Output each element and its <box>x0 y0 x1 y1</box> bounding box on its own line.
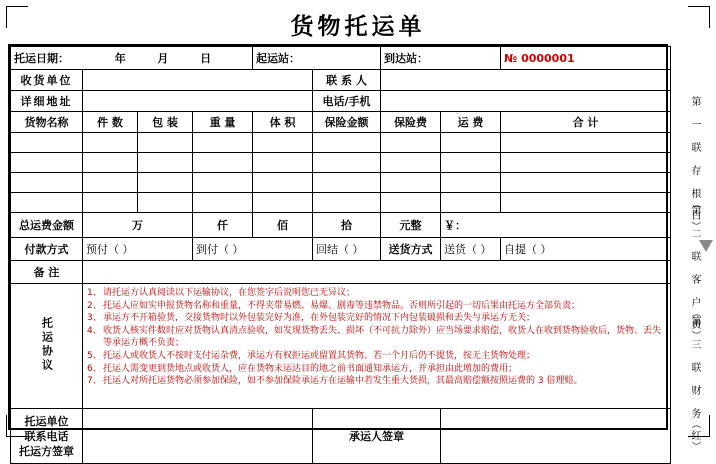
volume-cell[interactable] <box>253 153 313 173</box>
origin-station-label: 起运站： <box>256 52 300 65</box>
table-row-total-amount <box>11 213 671 238</box>
detail-address-label: 详细地址 <box>11 91 83 112</box>
insured-amount-cell[interactable] <box>313 133 381 153</box>
pieces-cell[interactable] <box>83 193 138 213</box>
table-row-goods-1 <box>11 133 671 153</box>
weight-cell[interactable] <box>193 173 253 193</box>
table-row-payment <box>11 238 671 261</box>
table-row-address <box>11 91 671 112</box>
crop-mark-top-right-h <box>688 6 710 7</box>
table-row-goods-4 <box>11 193 671 213</box>
agreement-item-text: 托运人对所托运货物必须参加保险，如不参加保险承运方在运输中若发生重大货损，其最高赔偿额按照运费的 3 倍理赔。 <box>103 376 583 387</box>
list-item <box>87 300 666 313</box>
consignee-unit-value[interactable] <box>83 70 313 91</box>
pieces-cell[interactable] <box>83 133 138 153</box>
agreement-item-text: 托运人应如实申报货物名称和重量，不得夹带易燃、易爆、剧毒等违禁物品。否则所引起的一切后果由托运方全部负责； <box>103 300 581 311</box>
ship-date-cell[interactable] <box>11 47 253 70</box>
agreement-item-text: 托运人需变更到货地点或收货人，应在货物未运达目的地之前书面通知承运方，并承担由此增加的费用； <box>103 363 518 374</box>
pieces-cell[interactable] <box>83 173 138 193</box>
insured-amount-cell[interactable] <box>313 193 381 213</box>
table-row-agreement <box>11 284 671 409</box>
freight-cell[interactable] <box>441 153 501 173</box>
insured-amount-cell[interactable] <box>313 153 381 173</box>
insured-amount-header: 保险金额 <box>313 112 381 133</box>
table-row-goods-header <box>11 112 671 133</box>
packing-cell[interactable] <box>138 193 193 213</box>
goods-name-cell[interactable] <box>11 173 83 193</box>
freight-cell[interactable] <box>441 193 501 213</box>
destination-station-label: 到达站： <box>384 52 428 65</box>
packing-header: 包 装 <box>138 112 193 133</box>
crop-mark-bottom-right-v <box>709 415 710 437</box>
table-row-header-info <box>11 47 671 70</box>
page-title: 货物托运单 <box>290 13 426 40</box>
copy-label-1: 第 一 联 存 根（白） <box>689 96 700 232</box>
remark-value[interactable] <box>83 261 671 284</box>
self-pickup-option[interactable]: 自提（ ） <box>501 238 671 261</box>
goods-name-header: 货物名称 <box>11 112 83 133</box>
phone-value[interactable] <box>381 91 671 112</box>
destination-station-cell[interactable] <box>381 47 501 70</box>
volume-cell[interactable] <box>253 133 313 153</box>
shipper-info-label-cell <box>11 409 83 464</box>
volume-header: 体 积 <box>253 112 313 133</box>
table-row-consignee <box>11 70 671 91</box>
payment-topay-option[interactable]: 到付（ ） <box>193 238 313 261</box>
agreement-item-number: 7、 <box>87 376 102 387</box>
amount-rmb-cell[interactable]: ￥： <box>441 213 671 238</box>
amount-qian[interactable]: 仟 <box>193 213 253 238</box>
total-amount-label: 总运费金额 <box>11 213 83 238</box>
table-row-signature <box>11 409 671 464</box>
goods-name-cell[interactable] <box>11 133 83 153</box>
amount-yuan[interactable]: 元整 <box>381 213 441 238</box>
payment-prepaid-option[interactable]: 预付（ ） <box>83 238 193 261</box>
shipper-contact-phone-label: 联系电话 <box>24 429 69 443</box>
freight-header: 运 费 <box>441 112 501 133</box>
agreement-item-number: 1、 <box>87 288 102 298</box>
insurance-fee-cell[interactable] <box>381 133 441 153</box>
freight-cell[interactable] <box>441 133 501 153</box>
carrier-sign-label: 承运人签章 <box>313 409 441 464</box>
total-cell[interactable] <box>501 173 671 193</box>
amount-bai[interactable]: 佰 <box>253 213 313 238</box>
payment-method-label: 付款方式 <box>11 238 83 261</box>
list-item <box>87 312 666 325</box>
weight-cell[interactable] <box>193 153 253 173</box>
detail-address-value[interactable] <box>83 91 313 112</box>
agreement-item-text: 收货人核实件数时应对货物认真清点验收，如发现货物丢失、损坏（不可抗力除外）应当场要求赔偿，收货人在收到货物验收后，货物、丢失等承运方概不负责； <box>103 325 662 349</box>
ship-date-label: 托运日期： <box>14 52 69 65</box>
table-row-goods-2 <box>11 153 671 173</box>
consignee-unit-label: 收货单位 <box>11 70 83 91</box>
agreement-item-number: 5、 <box>87 350 102 361</box>
remark-label: 备 注 <box>11 261 83 284</box>
goods-name-cell[interactable] <box>11 153 83 173</box>
waybill-grid <box>10 46 671 464</box>
agreement-item-number: 2、 <box>87 300 102 311</box>
goods-name-cell[interactable] <box>11 193 83 213</box>
amount-shi[interactable]: 拾 <box>313 213 381 238</box>
packing-cell[interactable] <box>138 173 193 193</box>
list-item <box>87 375 666 388</box>
pieces-cell[interactable] <box>83 153 138 173</box>
agreement-item-text: 托运人或收货人不按时支付运杂费，承运方有权拒运或留置其货物。若一个月后仍不提货，按无主货物处理； <box>103 350 536 361</box>
serial-number-cell: № 0000001 <box>501 47 671 70</box>
waybill-table <box>8 44 668 458</box>
contact-person-value[interactable] <box>381 70 671 91</box>
weight-cell[interactable] <box>193 133 253 153</box>
copy-label-3: 第 三 联 财 务（红） <box>689 316 700 452</box>
day-label: 日 <box>200 52 212 65</box>
list-item <box>87 287 666 300</box>
origin-station-cell[interactable] <box>253 47 381 70</box>
total-cell[interactable] <box>501 193 671 213</box>
agreement-item-text: 请托运方认真阅读以下运输协议，在您签字后说明您已无异议； <box>103 288 356 298</box>
agreement-side-label: 托运协议 <box>40 316 54 373</box>
copy-label-2: 第 二 联 客 户（黄） <box>689 205 700 341</box>
weight-header: 重 量 <box>193 112 253 133</box>
delivery-method-label: 送货方式 <box>381 238 441 261</box>
insurance-fee-cell[interactable] <box>381 153 441 173</box>
delivery-option[interactable]: 送货（ ） <box>441 238 501 261</box>
list-item <box>87 350 666 363</box>
contact-person-label: 联 系 人 <box>313 70 381 91</box>
agreement-list <box>87 287 666 388</box>
direction-arrow-icon <box>699 240 713 252</box>
agreement-item-number: 4、 <box>87 325 102 336</box>
shipper-sign-label: 托运方签章 <box>19 444 74 458</box>
phone-label: 电话/手机 <box>313 91 381 112</box>
packing-cell[interactable] <box>138 153 193 173</box>
carrier-sign-area[interactable] <box>441 409 671 464</box>
total-cell[interactable] <box>501 153 671 173</box>
agreement-side-label-cell <box>11 284 83 409</box>
insurance-fee-cell[interactable] <box>381 193 441 213</box>
list-item <box>87 325 666 350</box>
insurance-fee-header: 保险费 <box>381 112 441 133</box>
shipper-unit-label: 托运单位 <box>24 414 69 428</box>
payment-settle-option[interactable]: 回结（ ） <box>313 238 381 261</box>
volume-cell[interactable] <box>253 193 313 213</box>
table-row-remark <box>11 261 671 284</box>
volume-cell[interactable] <box>253 173 313 193</box>
total-cell[interactable] <box>501 133 671 153</box>
month-label: 月 <box>157 52 169 65</box>
year-label: 年 <box>114 52 126 65</box>
crop-mark-top-left-h <box>6 6 28 7</box>
shipper-sign-area[interactable] <box>83 409 313 464</box>
amount-wan[interactable]: 万 <box>83 213 193 238</box>
agreement-item-number: 3、 <box>87 313 102 324</box>
packing-cell[interactable] <box>138 133 193 153</box>
weight-cell[interactable] <box>193 193 253 213</box>
table-row-goods-3 <box>11 173 671 193</box>
agreement-item-text: 承运方不开箱验货，交接货物时以外包装完好为准，在外包装完好的情况下内包装破损和丢失与承运方无关； <box>103 313 536 324</box>
pieces-header: 件 数 <box>83 112 138 133</box>
agreement-item-number: 6、 <box>87 363 102 374</box>
total-header: 合 计 <box>501 112 671 133</box>
list-item <box>87 363 666 376</box>
insurance-fee-cell[interactable] <box>381 173 441 193</box>
agreement-text-cell <box>83 284 671 409</box>
freight-cell[interactable] <box>441 173 501 193</box>
crop-mark-bottom-left-v <box>6 415 7 437</box>
insured-amount-cell[interactable] <box>313 173 381 193</box>
